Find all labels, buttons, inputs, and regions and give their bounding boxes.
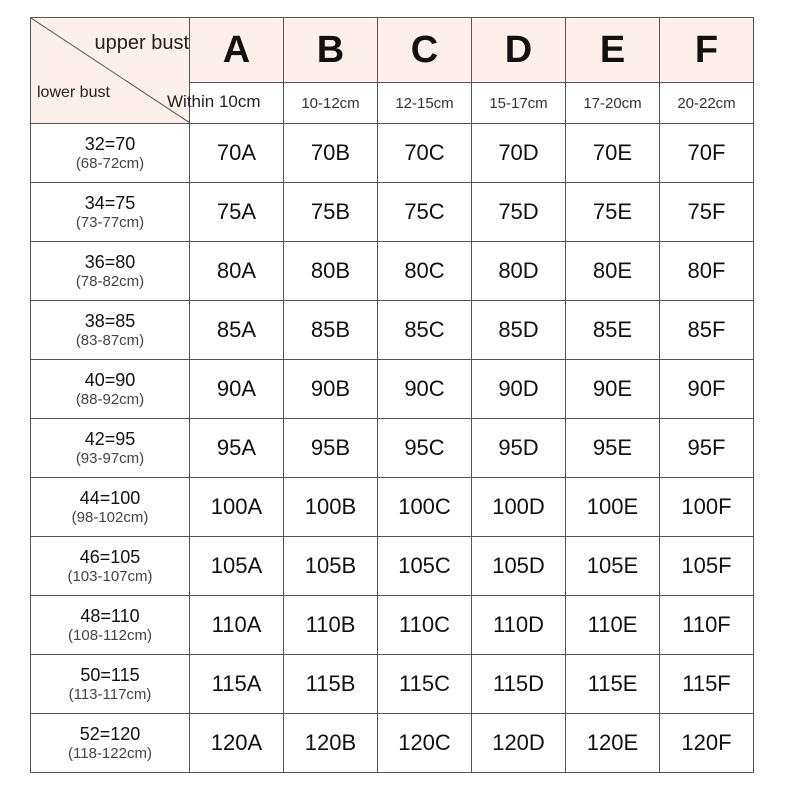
size-cell: 90D: [472, 360, 566, 419]
size-cell: 80D: [472, 242, 566, 301]
cup-header: A: [190, 18, 284, 83]
size-cell: 90A: [190, 360, 284, 419]
size-cell: 110B: [284, 596, 378, 655]
table-row: [31, 478, 754, 537]
cup-header: D: [472, 18, 566, 83]
table-row: [31, 714, 754, 773]
upper-bust-label: upper bust: [94, 32, 189, 54]
band-range-label: (98-102cm): [71, 508, 149, 526]
size-cell: 85C: [378, 301, 472, 360]
band-size-cell: [31, 183, 190, 242]
size-cell: 115A: [190, 655, 284, 714]
size-cell: 110C: [378, 596, 472, 655]
band-range-label: (118-122cm): [68, 744, 152, 762]
band-size-label: 36=80: [84, 252, 136, 273]
size-cell: 85E: [566, 301, 660, 360]
size-cell: 110A: [190, 596, 284, 655]
size-cell: 105C: [378, 537, 472, 596]
table-row: [31, 242, 754, 301]
cup-range-label: Within 10cm: [167, 92, 261, 111]
size-cell: 115E: [566, 655, 660, 714]
size-cell: 70F: [660, 124, 754, 183]
band-size-label: 46=105: [79, 547, 141, 568]
size-cell: 120A: [190, 714, 284, 773]
cup-header: B: [284, 18, 378, 83]
band-size-cell: [31, 714, 190, 773]
band-size-label: 40=90: [84, 370, 136, 391]
band-size-label: 42=95: [84, 429, 136, 450]
band-size-label: 48=110: [80, 606, 140, 627]
size-cell: 85A: [190, 301, 284, 360]
band-range-label: (83-87cm): [75, 331, 145, 349]
size-cell: 70D: [472, 124, 566, 183]
size-cell: 100F: [660, 478, 754, 537]
cup-range-cell: 12-15cm: [378, 83, 472, 124]
size-cell: 80C: [378, 242, 472, 301]
size-cell: 120D: [472, 714, 566, 773]
size-cell: 100B: [284, 478, 378, 537]
size-cell: 95C: [378, 419, 472, 478]
size-cell: 75C: [378, 183, 472, 242]
size-cell: 115D: [472, 655, 566, 714]
band-range-label: (113-117cm): [68, 685, 152, 703]
band-size-cell: [31, 655, 190, 714]
band-range-label: (108-112cm): [68, 626, 152, 644]
band-size-label: 50=115: [80, 665, 140, 686]
band-size-cell: [31, 124, 190, 183]
cup-letter-row: [31, 18, 754, 83]
size-cell: 70C: [378, 124, 472, 183]
size-cell: 110D: [472, 596, 566, 655]
band-size-cell: [31, 301, 190, 360]
band-size-label: 52=120: [79, 724, 141, 745]
size-chart: [30, 17, 753, 773]
size-cell: 110E: [566, 596, 660, 655]
table-row: [31, 537, 754, 596]
size-cell: 80A: [190, 242, 284, 301]
size-cell: 120E: [566, 714, 660, 773]
size-cell: 90F: [660, 360, 754, 419]
size-cell: 105F: [660, 537, 754, 596]
band-size-label: 32=70: [84, 134, 136, 155]
corner-header: [31, 18, 261, 124]
cup-range-cell: 15-17cm: [472, 83, 566, 124]
size-cell: 70E: [566, 124, 660, 183]
band-range-label: (88-92cm): [75, 390, 145, 408]
size-table: [30, 17, 754, 773]
table-row: [31, 183, 754, 242]
cup-range-cell: 17-20cm: [566, 83, 660, 124]
size-cell: 75A: [190, 183, 284, 242]
size-cell: 100E: [566, 478, 660, 537]
table-row: [31, 301, 754, 360]
size-cell: 120B: [284, 714, 378, 773]
table-row: [31, 655, 754, 714]
band-range-label: (68-72cm): [75, 154, 145, 172]
table-row: [31, 419, 754, 478]
size-cell: 95D: [472, 419, 566, 478]
size-cell: 85B: [284, 301, 378, 360]
size-cell: 70A: [190, 124, 284, 183]
size-cell: 100C: [378, 478, 472, 537]
size-cell: 120F: [660, 714, 754, 773]
band-size-cell: [31, 596, 190, 655]
cup-header: F: [660, 18, 754, 83]
band-range-label: (103-107cm): [67, 567, 153, 585]
size-cell: 70B: [284, 124, 378, 183]
lower-bust-label: lower bust: [37, 84, 110, 101]
table-row: [31, 124, 754, 183]
size-cell: 95F: [660, 419, 754, 478]
size-cell: 105D: [472, 537, 566, 596]
size-cell: 95A: [190, 419, 284, 478]
band-size-cell: [31, 242, 190, 301]
cup-range-cell: 20-22cm: [660, 83, 754, 124]
size-cell: 100D: [472, 478, 566, 537]
band-size-cell: [31, 537, 190, 596]
size-cell: 105B: [284, 537, 378, 596]
band-size-label: 44=100: [79, 488, 141, 509]
size-cell: 95B: [284, 419, 378, 478]
size-cell: 75E: [566, 183, 660, 242]
size-cell: 115C: [378, 655, 472, 714]
size-cell: 80B: [284, 242, 378, 301]
size-cell: 100A: [190, 478, 284, 537]
band-range-label: (78-82cm): [75, 272, 145, 290]
size-cell: 75D: [472, 183, 566, 242]
size-cell: 90E: [566, 360, 660, 419]
table-row: [31, 596, 754, 655]
band-range-label: (93-97cm): [75, 449, 145, 467]
size-cell: 75B: [284, 183, 378, 242]
band-size-cell: [31, 478, 190, 537]
band-size-label: 34=75: [84, 193, 136, 214]
size-cell: 110F: [660, 596, 754, 655]
cup-header: E: [566, 18, 660, 83]
size-cell: 115B: [284, 655, 378, 714]
cup-range-cell: 10-12cm: [284, 83, 378, 124]
size-cell: 80F: [660, 242, 754, 301]
size-cell: 105A: [190, 537, 284, 596]
table-row: [31, 360, 754, 419]
size-cell: 120C: [378, 714, 472, 773]
size-cell: 105E: [566, 537, 660, 596]
size-cell: 115F: [660, 655, 754, 714]
band-range-label: (73-77cm): [75, 213, 145, 231]
band-size-label: 38=85: [84, 311, 136, 332]
size-cell: 80E: [566, 242, 660, 301]
band-size-cell: [31, 360, 190, 419]
size-cell: 95E: [566, 419, 660, 478]
band-size-cell: [31, 419, 190, 478]
size-cell: 85F: [660, 301, 754, 360]
size-cell: 90B: [284, 360, 378, 419]
size-cell: 75F: [660, 183, 754, 242]
size-cell: 85D: [472, 301, 566, 360]
cup-header: C: [378, 18, 472, 83]
size-cell: 90C: [378, 360, 472, 419]
